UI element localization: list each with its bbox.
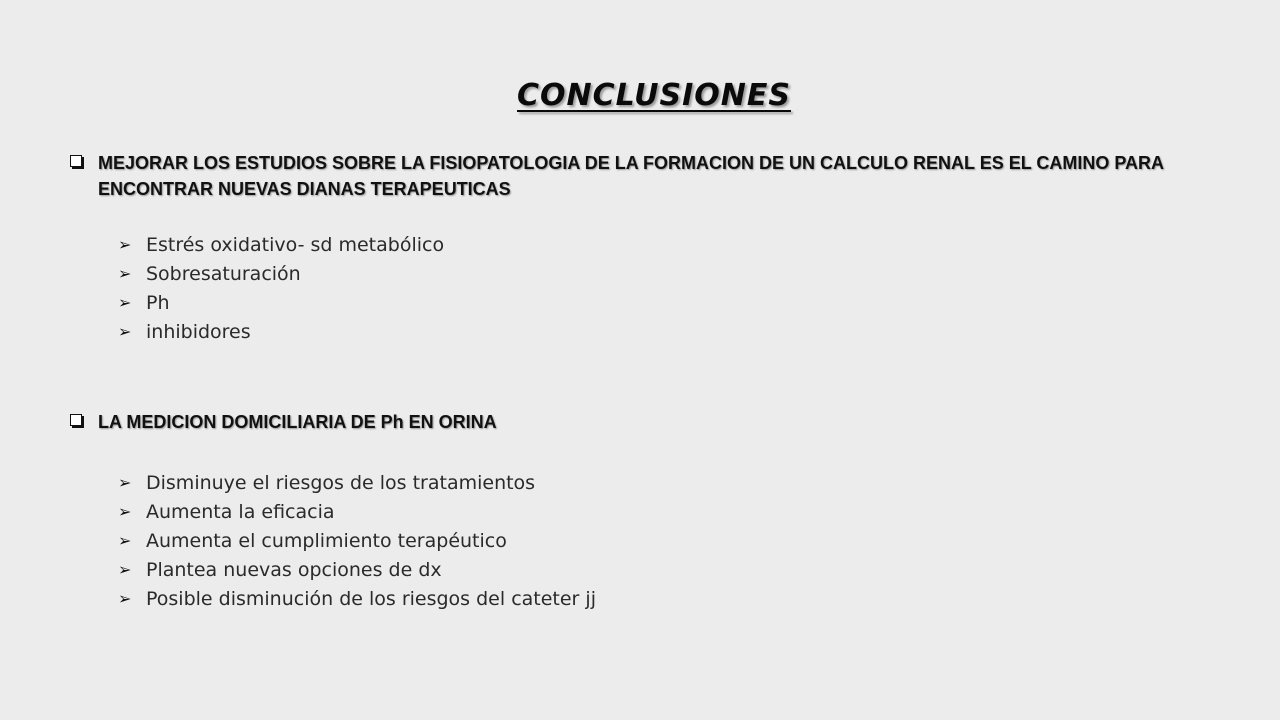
list-item-text: inhibidores — [146, 320, 251, 343]
arrow-bullet-icon: ➢ — [118, 530, 132, 550]
list-item — [118, 468, 1220, 497]
list-item — [118, 230, 1220, 259]
arrow-bullet-icon: ➢ — [118, 234, 132, 254]
section-fisiopatologia — [70, 150, 1220, 346]
arrow-bullet-icon: ➢ — [118, 588, 132, 608]
section-heading — [70, 409, 1220, 435]
list-item-text: Estrés oxidativo- sd metabólico — [146, 233, 445, 256]
list-item — [118, 497, 1220, 526]
list-item-text: Sobresaturación — [146, 262, 301, 285]
arrow-bullet-icon: ➢ — [118, 472, 132, 492]
section-medicion-domiciliaria — [70, 409, 1220, 613]
list-item-text: Aumenta la eficacia — [146, 500, 335, 523]
arrow-bullet-icon: ➢ — [118, 292, 132, 312]
list-item-text: Aumenta el cumplimiento terapéutico — [146, 529, 507, 552]
list-item-text: Plantea nuevas opciones de dx — [146, 558, 442, 581]
section-heading — [70, 150, 1220, 202]
checkbox-bullet-icon — [70, 414, 82, 426]
arrow-bullet-icon: ➢ — [118, 559, 132, 579]
arrow-bullet-icon: ➢ — [118, 263, 132, 283]
list-item — [118, 584, 1220, 613]
bullet-list — [70, 468, 1220, 613]
list-item-text: Disminuye el riesgos de los tratamientos — [146, 471, 536, 494]
list-item — [118, 317, 1220, 346]
title-container — [0, 78, 1280, 113]
list-item — [118, 288, 1220, 317]
slide-title: CONCLUSIONES — [517, 78, 791, 113]
list-item-text: Posible disminución de los riesgos del cateter jj — [146, 587, 596, 610]
arrow-bullet-icon: ➢ — [118, 321, 132, 341]
list-item — [118, 555, 1220, 584]
arrow-bullet-icon: ➢ — [118, 501, 132, 521]
section-heading-text: LA MEDICION DOMICILIARIA DE Ph EN ORINA — [98, 412, 497, 432]
checkbox-bullet-icon — [70, 155, 82, 167]
bullet-list — [70, 230, 1220, 346]
list-item — [118, 259, 1220, 288]
section-heading-text: MEJORAR LOS ESTUDIOS SOBRE LA FISIOPATOLOGIA DE LA FORMACION DE UN CALCULO RENAL ES EL CAMINO PARA ENCONTRAR NUEVAS DIANAS TERAPEUTICAS — [98, 153, 1164, 199]
list-item-text: Ph — [146, 291, 170, 314]
list-item — [118, 526, 1220, 555]
